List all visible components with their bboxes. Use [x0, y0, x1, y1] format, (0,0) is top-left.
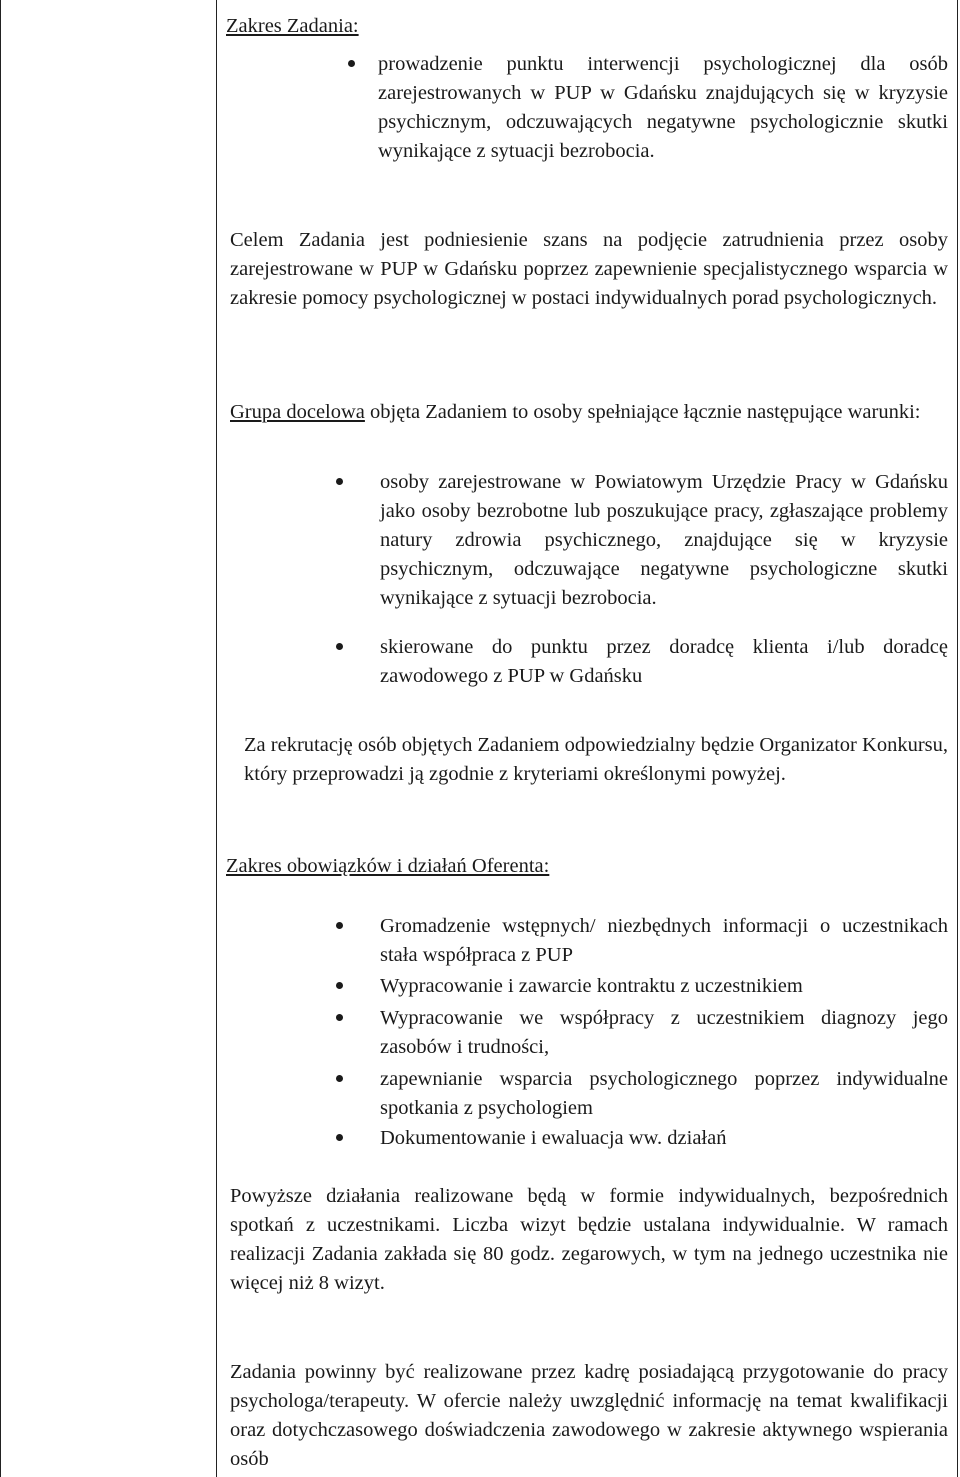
activities-paragraph: Powyższe działania realizowane będą w formie indywidualnych, bezpośrednich spotkań z uczestnikami. Liczba wizyt będzie ustalana indywidualnie. W ramach realizacji Zadania zakłada się 80 godz. zegarowych, w tym na jednego uczestnika nie więcej niż 8 wizyt.	[230, 1185, 948, 1294]
duty-item: Dokumentowanie i ewaluacja ww. działań	[380, 1127, 727, 1149]
bullet-icon	[336, 1134, 343, 1141]
duty-item: Wypracowanie i zawarcie kontraktu z uczestnikiem	[380, 975, 803, 997]
bullet-icon	[336, 922, 343, 929]
duty-item: Wypracowanie we współpracy z uczestnikiem diagnozy jego zasobów i trudności,	[380, 1007, 948, 1058]
scope-heading: Zakres Zadania:	[226, 15, 359, 37]
bullet-icon	[348, 60, 355, 67]
target-group-item: osoby zarejestrowane w Powiatowym Urzędzie Pracy w Gdańsku jako osoby bezrobotne lub poszukujące pracy, zgłaszające problemy natury zdrowia psychicznego, znajdujące się w kryzysie psychicznym, odczuwające negatywne psychologiczne skutki wynikające z sytuacji bezrobocia.	[380, 471, 948, 609]
duties-heading: Zakres obowiązków i działań Oferenta:	[226, 855, 550, 877]
bullet-icon	[336, 1014, 343, 1021]
duty-item: zapewnianie wsparcia psychologicznego poprzez indywidualne spotkania z psychologiem	[380, 1068, 948, 1119]
staff-paragraph: Zadania powinny być realizowane przez kadrę posiadającą przygotowanie do pracy psychologa/terapeuty. W ofercie należy uwzględnić informację na temat kwalifikacji oraz dotychczasowego doświadczenia zawodowego w zakresie aktywnego wspierania osób	[230, 1361, 948, 1470]
bullet-icon	[336, 643, 343, 650]
goal-paragraph: Celem Zadania jest podniesienie szans na podjęcie zatrudnienia przez osoby zarejestrowane w PUP w Gdańsku poprzez zapewnienie specjalistycznego wsparcia w zakresie pomocy psychologicznej w postaci indywidualnych porad psychologicznych.	[230, 229, 948, 309]
target-group-item: skierowane do punktu przez doradcę klienta i/lub doradcę zawodowego z PUP w Gdańsku	[380, 636, 948, 687]
target-group-paragraph	[230, 398, 948, 427]
recruitment-paragraph: Za rekrutację osób objętych Zadaniem odpowiedzialny będzie Organizator Konkursu, który przeprowadzi ją zgodnie z kryteriami określonymi powyżej.	[244, 734, 948, 785]
bullet-icon	[336, 478, 343, 485]
bullet-icon	[336, 1075, 343, 1082]
target-group-label: Grupa docelowa	[230, 401, 365, 423]
column-divider	[216, 0, 217, 1477]
scope-item: prowadzenie punktu interwencji psychologicznej dla osób zarejestrowanych w PUP w Gdańsku znajdujących się w kryzysie psychicznym, odczuwających negatywne psychologicznie skutki wynikające z sytuacji bezrobocia.	[378, 53, 948, 162]
bullet-icon	[336, 982, 343, 989]
duty-item: Gromadzenie wstępnych/ niezbędnych informacji o uczestnikach stała współpraca z PUP	[380, 915, 948, 966]
target-group-text: objęta Zadaniem to osoby spełniające łącznie następujące warunki:	[364, 401, 921, 423]
